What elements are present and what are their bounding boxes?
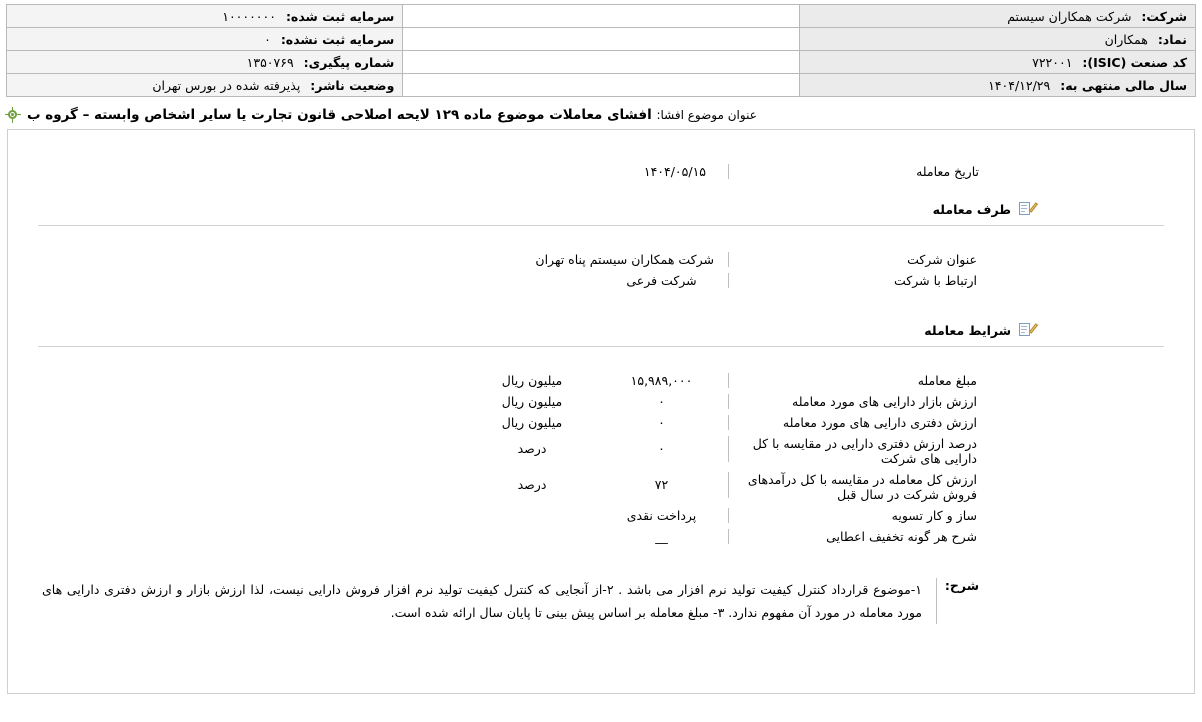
disclosure-prefix: عنوان موضوع افشا:	[656, 108, 757, 122]
field-label: درصد ارزش دفتری دارایی در مقایسه با کل دارایی های شرکت	[752, 436, 977, 466]
list-item	[8, 273, 1194, 288]
table-row	[7, 74, 1196, 97]
header-cell-symbol	[799, 28, 1195, 51]
header-label: سال مالی منتهی به:	[1060, 77, 1187, 93]
list-item	[8, 436, 1194, 466]
deal-date-label: تاریخ معامله	[916, 164, 979, 179]
field-value: __	[609, 529, 729, 544]
deal-date-row	[8, 164, 979, 179]
description-text: ۱-موضوع قرارداد کنترل کیفیت تولید نرم افزار می باشد . ۲-از آنجایی که کنترل کیفیت تولید نرم افزار فروش دارایی نیست، لذا ارزش بازار و ارزش دفتری دارایی های مورد معامله در مورد آن مفهوم ندارد. ۳- مبلغ معامله بر اساس پیش بینی تا پایان سال ارائه شده است.	[42, 578, 937, 624]
list-item	[8, 508, 1194, 523]
field-unit: میلیون ریال	[501, 415, 563, 430]
header-cell-spacer	[403, 51, 799, 74]
field-value: شرکت فرعی	[609, 273, 729, 288]
field-value: ۰	[609, 436, 729, 462]
header-value: ۱۰۰۰۰۰۰۰	[222, 8, 276, 24]
table-row	[7, 28, 1196, 51]
header-value: شرکت همکاران سیستم	[1007, 8, 1132, 24]
header-value: ۷۲۲۰۰۱	[1032, 54, 1073, 70]
list-item	[8, 373, 1194, 388]
description-label: شرح:	[944, 578, 979, 593]
header-cell-spacer	[403, 5, 799, 28]
page-title	[27, 107, 757, 123]
section-terms-fields	[8, 373, 1194, 544]
section-party-header	[8, 201, 1034, 217]
field-label: ساز و کار تسویه	[891, 508, 977, 523]
header-value: پذیرفته شده در بورس تهران	[152, 77, 301, 93]
section-title: شرایط معامله	[924, 322, 1011, 338]
header-cell-spacer	[403, 28, 799, 51]
list-item	[8, 472, 1194, 502]
header-label: شماره پیگیری:	[303, 54, 395, 70]
disclosure-title-row	[6, 107, 1196, 123]
header-cell-isic	[799, 51, 1195, 74]
field-value: ۰	[609, 415, 729, 430]
list-item	[8, 529, 1194, 544]
field-value: ۱۵,۹۸۹,۰۰۰	[609, 373, 729, 388]
table-row	[7, 5, 1196, 28]
header-label: کد صنعت (ISIC):	[1082, 54, 1187, 70]
field-value: شرکت همکاران سیستم پناه تهران	[535, 252, 729, 267]
header-cell-unregistered-capital	[7, 28, 403, 51]
header-value: ۱۴۰۴/۱۲/۲۹	[988, 77, 1051, 93]
header-cell-spacer	[403, 74, 799, 97]
divider	[38, 225, 1164, 226]
header-cell-fiscal-year	[799, 74, 1195, 97]
edit-document-icon	[1018, 201, 1034, 217]
header-cell-registered-capital	[7, 5, 403, 28]
header-cell-company	[799, 5, 1195, 28]
field-label: ارزش دفتری دارایی های مورد معامله	[782, 415, 977, 430]
field-label: عنوان شرکت	[907, 252, 977, 267]
disclosure-title: افشای معاملات موضوع ماده ۱۲۹ لایحه اصلاحی قانون تجارت یا سایر اشخاص وابسته – گروه ب	[27, 107, 652, 123]
field-unit: میلیون ریال	[501, 373, 563, 388]
section-party-fields	[8, 252, 1194, 288]
edit-document-icon	[1018, 322, 1034, 338]
header-value: ۱۳۵۰۷۶۹	[246, 54, 294, 70]
header-label: سرمایه ثبت شده:	[285, 8, 395, 24]
disclosure-body	[7, 129, 1195, 694]
table-row	[7, 51, 1196, 74]
target-icon	[6, 108, 21, 123]
field-label: ارتباط با شرکت	[894, 273, 977, 288]
field-unit: درصد	[517, 477, 547, 492]
field-label: ارزش بازار دارایی های مورد معامله	[792, 394, 977, 409]
divider	[38, 346, 1164, 347]
company-info-table	[6, 4, 1196, 97]
field-unit: درصد	[517, 441, 547, 456]
field-value: پرداخت نقدی	[609, 508, 729, 523]
header-label: شرکت:	[1141, 8, 1187, 24]
header-label: نماد:	[1157, 31, 1187, 47]
header-cell-tracking-number	[7, 51, 403, 74]
section-terms-header	[8, 322, 1034, 338]
header-label: وضعیت ناشر:	[310, 77, 395, 93]
field-label: مبلغ معامله	[917, 373, 977, 388]
field-value: ۰	[609, 394, 729, 409]
deal-date-value: ۱۴۰۴/۰۵/۱۵	[644, 164, 729, 179]
header-value: ۰	[264, 31, 271, 47]
list-item	[8, 252, 1194, 267]
field-value: ۷۲	[609, 472, 729, 498]
header-label: سرمایه ثبت نشده:	[280, 31, 395, 47]
field-label: شرح هر گونه تخفیف اعطایی	[826, 529, 977, 544]
list-item	[8, 394, 1194, 409]
list-item	[8, 415, 1194, 430]
header-value: همکاران	[1104, 31, 1148, 47]
field-label: ارزش کل معامله در مقایسه با کل درآمدهای فروش شرکت در سال قبل	[747, 472, 977, 502]
header-cell-issuer-status	[7, 74, 403, 97]
section-title: طرف معامله	[932, 201, 1011, 217]
description-row	[8, 578, 979, 624]
field-unit: میلیون ریال	[501, 394, 563, 409]
